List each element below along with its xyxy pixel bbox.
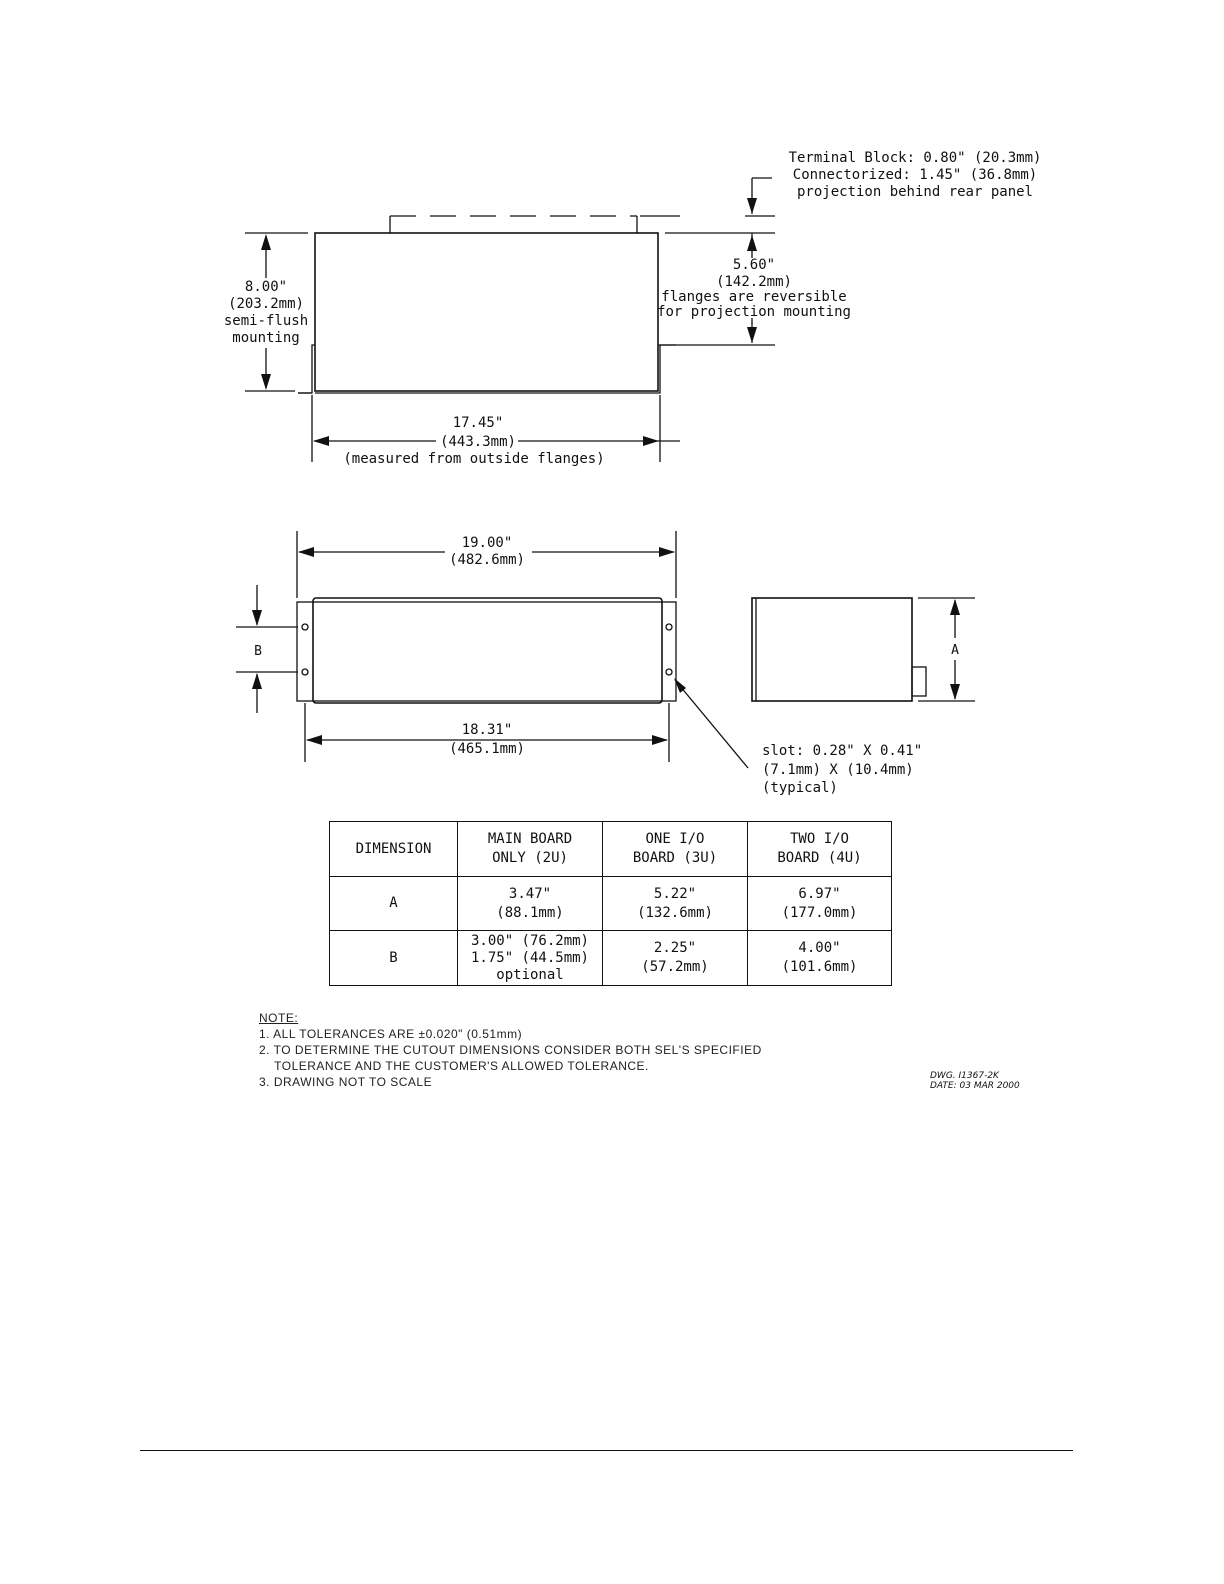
overall-label-1: 19.00" bbox=[461, 535, 513, 551]
mount-arrow-left bbox=[306, 735, 322, 745]
mount-hole bbox=[666, 624, 672, 630]
drawing-date: DATE: 03 MAR 2000 bbox=[930, 1081, 1020, 1091]
front-panel-body bbox=[313, 598, 662, 703]
depth-arrow-up bbox=[747, 235, 757, 251]
table-cell: 4.00" (101.6mm) bbox=[748, 931, 892, 986]
table-row bbox=[330, 931, 892, 986]
note-line: 2. TO DETERMINE THE CUTOUT DIMENSIONS CONSIDER BOTH SEL'S SPECIFIED bbox=[259, 1043, 762, 1057]
overall-arrow-right bbox=[659, 547, 675, 557]
projection-note-2: Connectorized: 1.45" (36.8mm) bbox=[792, 167, 1038, 183]
slot-note-1: slot: 0.28" X 0.41" bbox=[762, 743, 923, 759]
front-panel-outline bbox=[297, 602, 676, 701]
side-connector bbox=[912, 667, 926, 696]
overall-label-2: (482.6mm) bbox=[449, 552, 525, 568]
projection-note-3: projection behind rear panel bbox=[796, 184, 1034, 200]
notes-block bbox=[259, 1010, 859, 1090]
mount-label-1: 18.31" bbox=[461, 722, 513, 738]
mount-hole bbox=[666, 669, 672, 675]
rear-projection-sides bbox=[390, 216, 637, 233]
slot-note-2: (7.1mm) X (10.4mm) bbox=[762, 762, 914, 778]
slot-note-3: (typical) bbox=[762, 780, 838, 796]
mount-arrow-right bbox=[652, 735, 668, 745]
b-arrow-down bbox=[252, 610, 262, 626]
table-cell: 3.00" (76.2mm) 1.75" (44.5mm) optional bbox=[458, 931, 603, 986]
notes-heading: NOTE: bbox=[259, 1011, 299, 1025]
table-cell: B bbox=[330, 931, 458, 986]
depth-label-4: for projection mounting bbox=[657, 304, 851, 320]
a-label: A bbox=[951, 643, 959, 658]
mount-hole bbox=[302, 624, 308, 630]
height-label-1: 8.00" bbox=[244, 279, 288, 295]
depth-label-1: 5.60" bbox=[732, 257, 776, 273]
top-view bbox=[224, 150, 1042, 467]
note-line: TOLERANCE AND THE CUSTOMER'S ALLOWED TOLERANCE. bbox=[259, 1059, 649, 1073]
table-header-cell: MAIN BOARD ONLY (2U) bbox=[458, 822, 603, 877]
a-arrow-up bbox=[950, 599, 960, 615]
depth-label-3: flanges are reversible bbox=[661, 289, 847, 305]
table-header-cell: DIMENSION bbox=[330, 822, 458, 877]
depth-label-2: (142.2mm) bbox=[716, 274, 792, 290]
b-label: B bbox=[254, 644, 262, 659]
height-label-2: (203.2mm) bbox=[228, 296, 304, 312]
table-header-cell: ONE I/O BOARD (3U) bbox=[603, 822, 748, 877]
projection-leader bbox=[752, 178, 772, 214]
footer-rule bbox=[140, 1450, 1073, 1451]
depth-arrow-down bbox=[747, 327, 757, 343]
table-cell: 3.47" (88.1mm) bbox=[458, 877, 603, 931]
b-arrow-up bbox=[252, 673, 262, 689]
a-arrow-down bbox=[950, 684, 960, 700]
table-header-row bbox=[330, 822, 892, 877]
front-view bbox=[236, 531, 922, 796]
drawing-info bbox=[930, 1071, 1020, 1091]
side-body bbox=[752, 598, 912, 701]
arrow-down bbox=[261, 374, 271, 390]
drawing-number: DWG. I1367-2K bbox=[930, 1071, 999, 1081]
side-view bbox=[752, 598, 975, 701]
table-cell: A bbox=[330, 877, 458, 931]
table-header-cell: TWO I/O BOARD (4U) bbox=[748, 822, 892, 877]
projection-note-1: Terminal Block: 0.80" (20.3mm) bbox=[788, 150, 1042, 166]
table-row bbox=[330, 877, 892, 931]
table-cell: 5.22" (132.6mm) bbox=[603, 877, 748, 931]
height-label-3: semi-flush bbox=[223, 313, 309, 329]
width-arrow-right bbox=[643, 436, 659, 446]
dimension-table bbox=[329, 821, 892, 986]
width-label-1: 17.45" bbox=[452, 415, 504, 431]
width-label-2: (443.3mm) bbox=[440, 434, 516, 450]
mounting-flanges bbox=[298, 345, 676, 393]
width-label-3: (measured from outside flanges) bbox=[343, 451, 605, 467]
chassis-body-top bbox=[315, 233, 658, 391]
projection-arrow bbox=[747, 198, 757, 214]
width-arrow-left bbox=[313, 436, 329, 446]
note-line: 3. DRAWING NOT TO SCALE bbox=[259, 1075, 433, 1089]
table-cell: 2.25" (57.2mm) bbox=[603, 931, 748, 986]
height-label-4: mounting bbox=[232, 330, 300, 346]
table-cell: 6.97" (177.0mm) bbox=[748, 877, 892, 931]
overall-arrow-left bbox=[298, 547, 314, 557]
note-line: 1. ALL TOLERANCES ARE ±0.020" (0.51mm) bbox=[259, 1027, 523, 1041]
mount-label-2: (465.1mm) bbox=[449, 741, 525, 757]
mount-hole bbox=[302, 669, 308, 675]
slot-leader bbox=[675, 680, 748, 768]
arrow-up bbox=[261, 234, 271, 250]
